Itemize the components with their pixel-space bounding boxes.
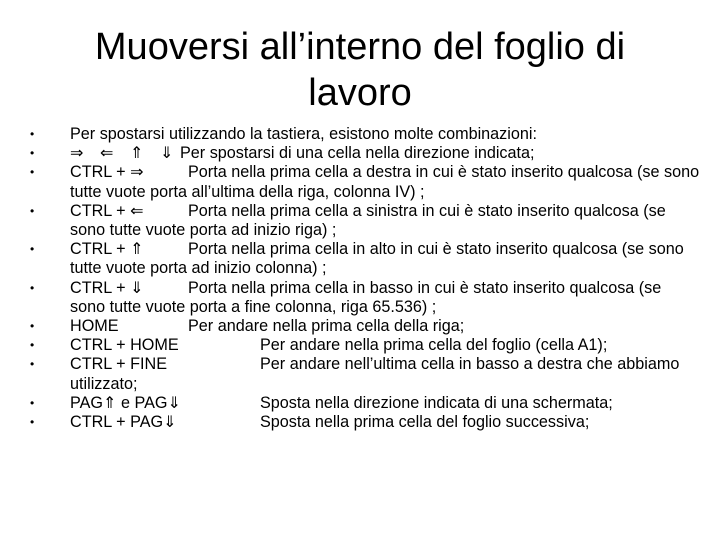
down-arrow-icon: ⇓	[160, 144, 174, 163]
bullet-description: Porta nella prima cella a destra in cui è stato inserito qualcosa (se sono tutte vuote porta all’ultima della riga, colonna IV) ;	[70, 163, 700, 201]
shortcut-key: CTRL + ⇒	[70, 163, 144, 182]
bullet-item	[30, 317, 700, 336]
bullet-description: Sposta nella direzione indicata di una schermata;	[260, 393, 613, 412]
up-arrow-icon: ⇑	[130, 144, 144, 163]
shortcut-key: CTRL + FINE	[70, 355, 167, 374]
bullet-item	[30, 144, 700, 163]
bullet-item	[30, 279, 700, 317]
bullet-item	[30, 355, 700, 393]
bullet-item	[30, 125, 700, 144]
slide-title: Muoversi all’interno del foglio di lavoro	[94, 26, 626, 114]
shortcut-key: CTRL + ⇐	[70, 201, 144, 220]
shortcut-key: CTRL + HOME	[70, 336, 179, 355]
bullet-description: Per andare nella prima cella della riga;	[188, 317, 465, 336]
shortcut-key: PAG⇑ e PAG⇓	[70, 393, 182, 412]
right-arrow-icon: ⇒	[70, 144, 84, 163]
bullet-item	[30, 413, 700, 432]
bullet-description: Per spostarsi di una cella nella direzione indicata;	[180, 144, 535, 163]
bullet-description: Sposta nella prima cella del foglio successiva;	[260, 413, 590, 432]
shortcut-key: CTRL + ⇑	[70, 240, 144, 259]
bullet-item	[30, 240, 700, 278]
shortcut-key: HOME	[70, 317, 119, 336]
bullet-description: Per andare nell’ultima cella in basso a destra che abbiamo utilizzato;	[70, 355, 680, 393]
bullet-text: Per spostarsi utilizzando la tastiera, esistono molte combinazioni:	[70, 125, 537, 143]
bullet-item	[30, 202, 700, 240]
bullet-item	[30, 336, 700, 355]
bullet-description: Porta nella prima cella a sinistra in cui è stato inserito qualcosa (se sono tutte vuote porta ad inizio riga) ;	[70, 201, 666, 240]
bullet-item	[30, 163, 700, 201]
shortcut-key: CTRL + PAG⇓	[70, 413, 177, 432]
bullet-list	[30, 125, 700, 432]
bullet-description: Porta nella prima cella in alto in cui è stato inserito qualcosa (se sono tutte vuote porta ad inizio colonna) ;	[70, 240, 684, 278]
bullet-item	[30, 394, 700, 413]
left-arrow-icon: ⇐	[100, 144, 114, 163]
shortcut-key: CTRL + ⇓	[70, 278, 144, 297]
bullet-description: Per andare nella prima cella del foglio (cella A1);	[260, 336, 608, 355]
bullet-description: Porta nella prima cella in basso in cui è stato inserito qualcosa (se sono tutte vuote porta a fine colonna, riga 65.536) ;	[70, 278, 662, 316]
